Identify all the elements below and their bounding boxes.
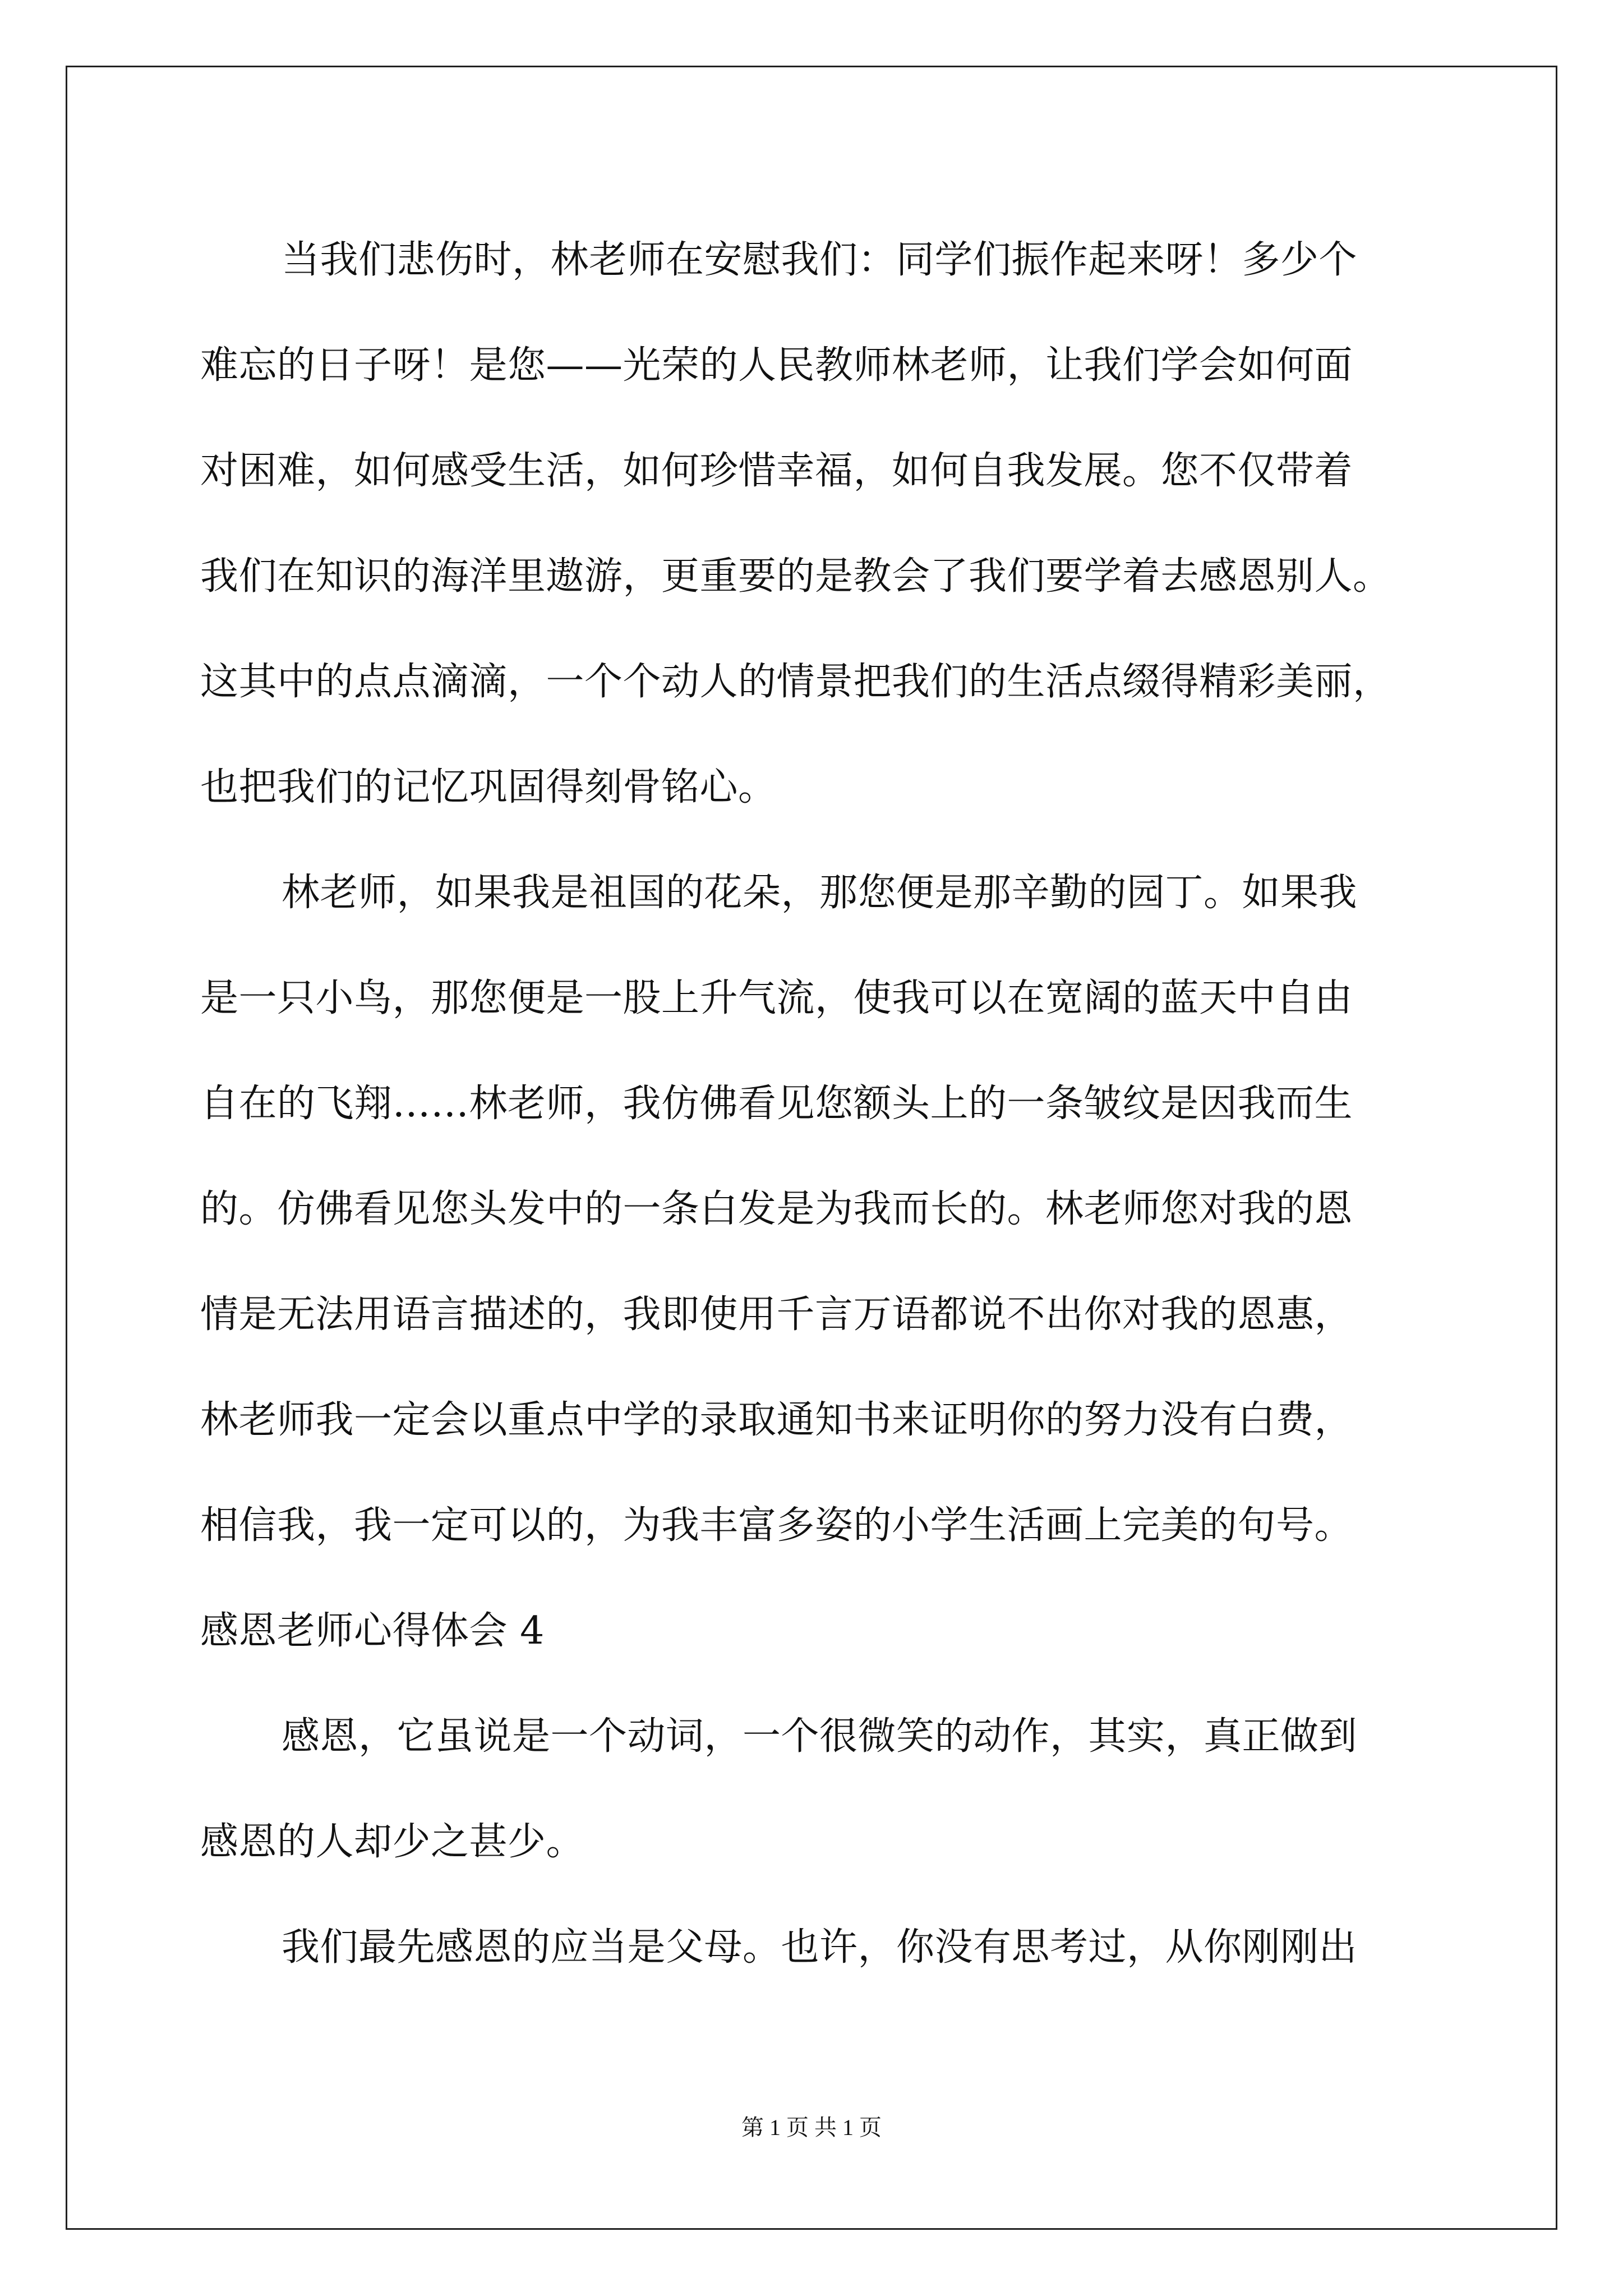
page-number-label: 第 1 页 共 1 页 — [741, 2115, 882, 2140]
text-line: 也把我们的记忆巩固得刻骨铭心。 — [200, 765, 777, 809]
text-line: 林老师，如果我是祖国的花朵，那您便是那辛勤的园丁。如果我 — [282, 871, 1358, 915]
text-line: 的。仿佛看见您头发中的一条白发是为我而长的。林老师您对我的恩 — [200, 1187, 1353, 1231]
text-line: 难忘的日子呀！是您——光荣的人民教师林老师，让我们学会如何面 — [200, 343, 1353, 388]
text-line: 情是无法用语言描述的，我即使用千言万语都说不出你对我的恩惠， — [200, 1292, 1353, 1337]
text-line: 这其中的点点滴滴，一个个动人的情景把我们的生活点缀得精彩美丽， — [200, 660, 1391, 704]
text-line: 当我们悲伤时，林老师在安慰我们：同学们振作起来呀！多少个 — [282, 238, 1358, 282]
text-line: 自在的飞翔……林老师，我仿佛看见您额头上的一条皱纹是因我而生 — [200, 1082, 1353, 1126]
text-line: 感恩的人却少之甚少。 — [200, 1820, 585, 1864]
text-line: 感恩老师心得体会 4 — [200, 1609, 545, 1653]
text-line: 是一只小鸟，那您便是一股上升气流，使我可以在宽阔的蓝天中自由 — [200, 976, 1353, 1020]
text-line: 林老师我一定会以重点中学的录取通知书来证明你的努力没有白费， — [200, 1398, 1353, 1442]
text-line: 我们在知识的海洋里遨游，更重要的是教会了我们要学着去感恩别人。 — [200, 554, 1391, 599]
text-line: 感恩，它虽说是一个动词，一个很微笑的动作，其实，真正做到 — [282, 1714, 1358, 1759]
page-footer — [0, 2114, 1623, 2142]
text-line: 对困难，如何感受生活，如何珍惜幸福，如何自我发展。您不仅带着 — [200, 449, 1353, 493]
document-body — [200, 208, 1445, 2000]
text-line: 我们最先感恩的应当是父母。也许，你没有思考过，从你刚刚出 — [282, 1925, 1358, 1970]
text-line: 相信我，我一定可以的，为我丰富多姿的小学生活画上完美的句号。 — [200, 1503, 1353, 1548]
